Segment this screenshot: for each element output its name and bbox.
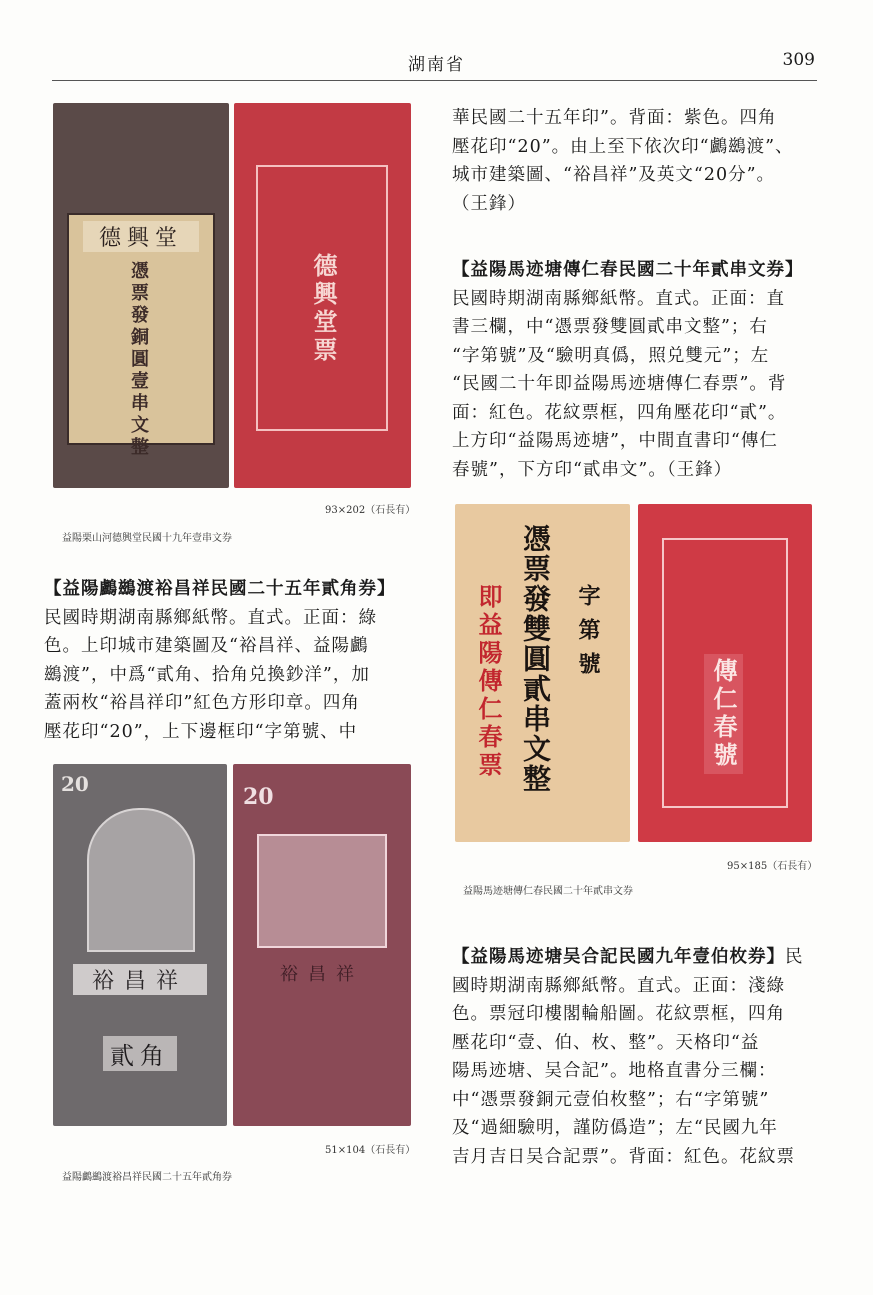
banknote-3-front	[455, 504, 630, 842]
figure-1-dims: 93×202（石長有）	[325, 505, 416, 516]
section-1-cont-line: 壓花印“20”。由上至下依次印“鸕鷀渡”、	[452, 136, 794, 157]
section-1-line: 鷀渡”，中爲“貳角、拾角兑換鈔洋”，加	[44, 664, 370, 685]
section-2-line: 上方印“益陽馬迹塘”，中間直書印“傳仁	[452, 431, 778, 451]
banknote-3-front-left: 即益陽傳仁春票	[474, 584, 503, 780]
section-3-line: 中“憑票發銅元壹伯枚整”；右“字第號”	[452, 1089, 770, 1110]
banknote-1-front-title: 德興堂	[83, 221, 199, 252]
banknote-2-front-name: 裕昌祥	[73, 964, 207, 995]
section-2-line: 民國時期湖南縣鄉紙幣。直式。正面：直	[452, 288, 785, 309]
section-2-line: 春號”，下方印“貳串文”。（王鋒）	[452, 459, 733, 480]
section-1-heading: 【益陽鸕鷀渡裕昌祥民國二十五年貳角券】	[44, 579, 396, 599]
banknote-2-front	[53, 764, 227, 1126]
banknote-1-front	[53, 103, 229, 488]
figure-3-dims: 95×185（石長有）	[727, 861, 818, 872]
section-2-line: “民國二十年即益陽馬迹塘傳仁春票”。背	[452, 374, 787, 394]
section-2	[452, 256, 822, 484]
banknote-3-front-right: 字第號	[575, 584, 601, 686]
banknote-3-back	[638, 504, 812, 842]
section-3-line: 吉月吉日吴合記票”。背面：紅色。花紋票	[452, 1146, 795, 1167]
section-3-line: 色。票冠印樓閣輪船圖。花紋票框，四角	[452, 1004, 785, 1024]
figure-2-dims: 51×104（石長有）	[325, 1145, 416, 1156]
banknote-3-front-main: 憑票發雙圓貳串文整	[519, 524, 552, 794]
section-3	[452, 943, 822, 1171]
banknote-2-back-number: 20	[243, 784, 274, 810]
banknote-1-back-vertical: 德興堂票	[309, 253, 338, 365]
section-1-continued	[452, 104, 822, 218]
section-2-heading: 【益陽馬迹塘傳仁春民國二十年貳串文券】	[452, 260, 804, 280]
header-rule	[52, 80, 817, 81]
section-2-line: 書三欄，中“憑票發雙圓貳串文整”；右	[452, 317, 768, 337]
page-header-title: 湖南省	[408, 55, 465, 75]
section-3-heading: 【益陽馬迹塘吴合記民國九年壹伯枚券】	[452, 947, 785, 967]
section-2-line: 面：紅色。花紋票框，四角壓花印“貳”。	[452, 402, 787, 423]
page-number: 309	[782, 50, 815, 70]
figure-3-caption: 益陽馬迹塘傳仁春民國二十年貳串文券	[463, 886, 633, 897]
section-3-line: 壓花印“壹、伯、枚、整”。天格印“益	[452, 1032, 760, 1053]
banknote-1-front-vertical: 憑票發銅圓壹串文整	[128, 261, 149, 459]
banknote-2-front-value: 貳角	[103, 1036, 177, 1071]
section-2-line: “字第號”及“驗明真僞，照兑雙元”；左	[452, 345, 770, 366]
section-1-cont-line: 華民國二十五年印”。背面：紫色。四角	[452, 108, 777, 128]
section-1-cont-line: （王鋒）	[452, 193, 526, 214]
section-1-line: 民國時期湖南縣鄉紙幣。直式。正面：綠	[44, 607, 377, 628]
section-1-line: 色。上印城市建築圖及“裕昌祥、益陽鸕	[44, 636, 369, 656]
section-3-line: 民	[785, 947, 804, 967]
section-1-line: 蓋兩枚“裕昌祥印”紅色方形印章。四角	[44, 693, 360, 713]
section-3-line: 及“過細驗明，謹防僞造”；左“民國九年	[452, 1118, 778, 1138]
banknote-1-back	[234, 103, 411, 488]
section-1-cont-line: 城市建築圖、“裕昌祥”及英文“20分”。	[452, 165, 776, 185]
figure-2-caption: 益陽鸕鷀渡裕昌祥民國二十五年貳角券	[62, 1172, 232, 1183]
section-3-line: 陽馬迹塘、吴合記”。地格直書分三欄：	[452, 1061, 777, 1081]
figure-1-caption: 益陽栗山河德興堂民國十九年壹串文券	[62, 533, 232, 544]
banknote-2-back	[233, 764, 411, 1126]
banknote-2-back-name: 裕昌祥	[280, 964, 364, 985]
section-1-line: 壓花印“20”，上下邊框印“字第號、中	[44, 721, 358, 742]
section-3-line: 國時期湖南縣鄉紙幣。直式。正面：淺綠	[452, 975, 785, 996]
banknote-3-back-vertical: 傳仁春號	[704, 654, 743, 774]
banknote-2-front-number: 20	[61, 772, 89, 796]
section-1	[44, 575, 419, 746]
